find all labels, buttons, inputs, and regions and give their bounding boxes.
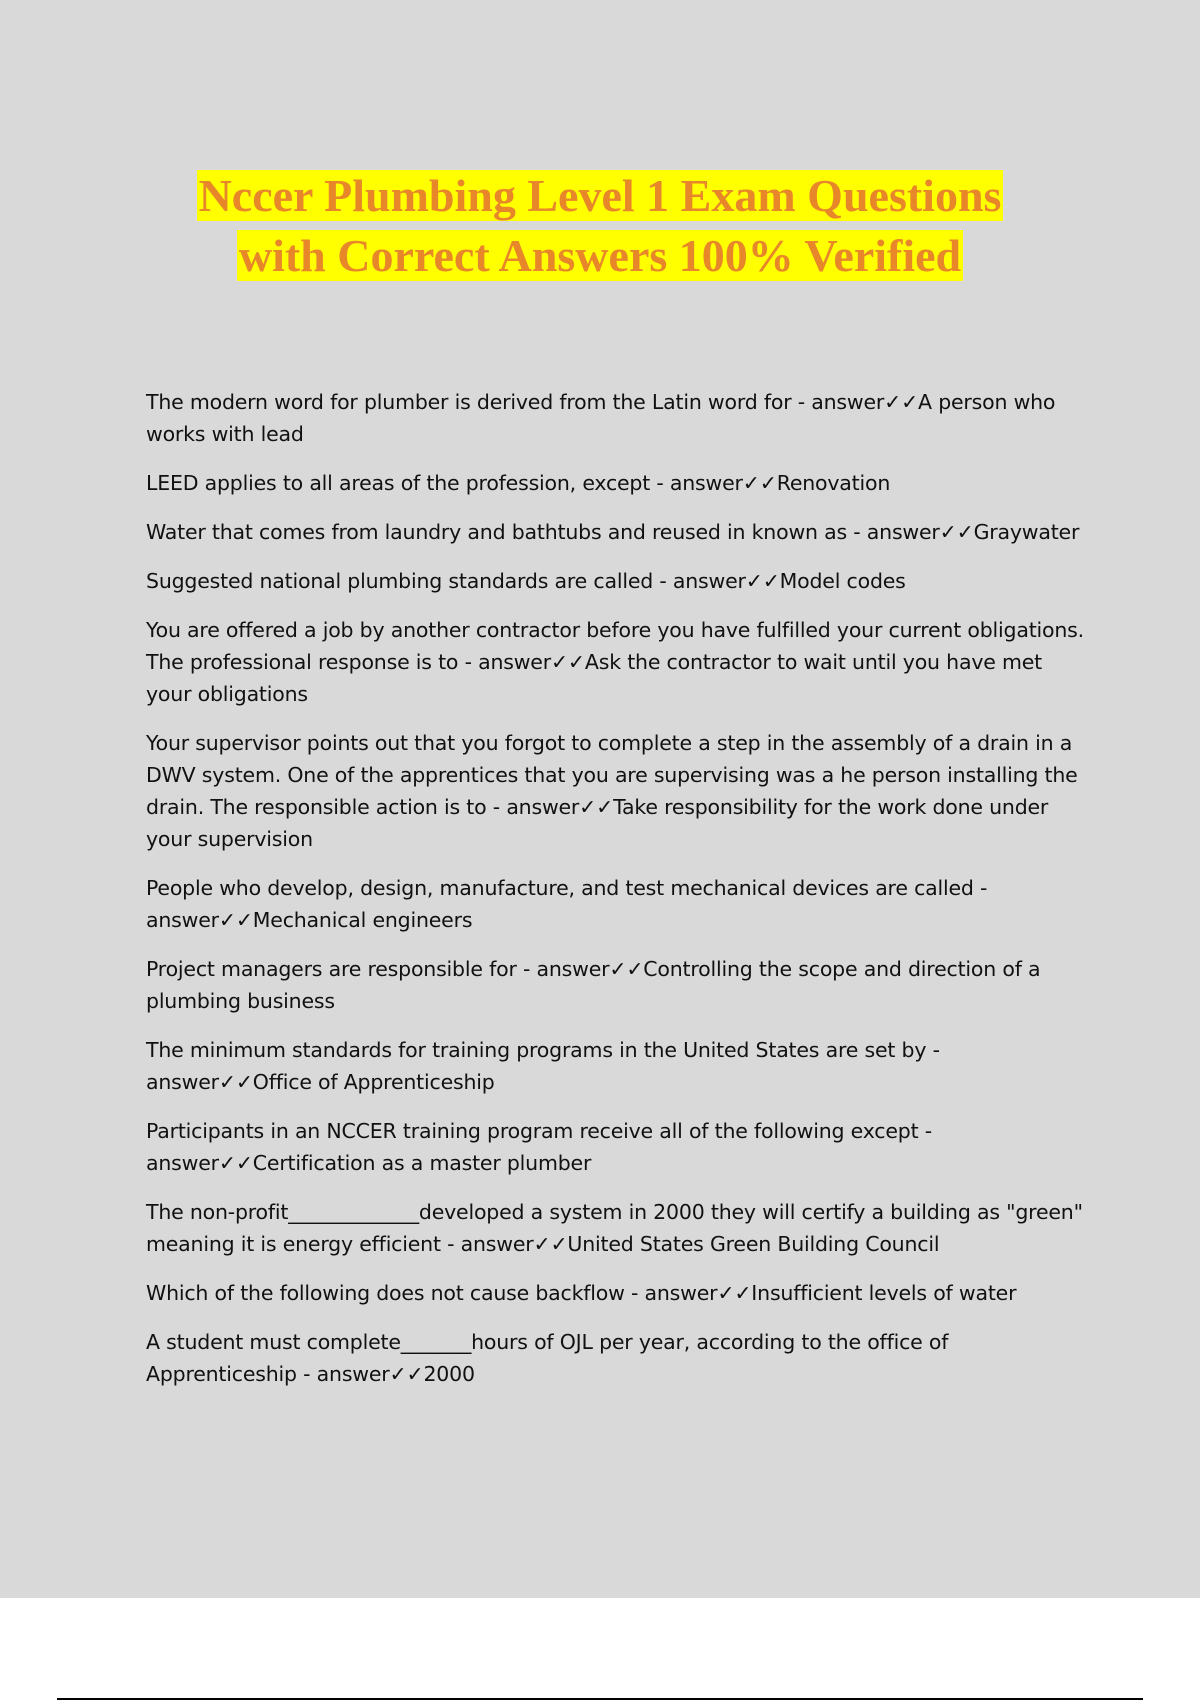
title-line-1: Nccer Plumbing Level 1 Exam Questions [198,170,1002,221]
title-line-2: with Correct Answers 100% Verified [238,230,962,281]
qa-item: The modern word for plumber is derived from the Latin word for - answer✓✓A person who works with lead [146,390,1056,446]
qa-item: The minimum standards for training programs in the United States are set by - answer✓✓Office of Apprenticeship [146,1038,940,1094]
qa-item: A student must complete_______hours of OJL per year, according to the office of Apprenticeship - answer✓✓2000 [146,1330,949,1386]
qa-item: Participants in an NCCER training program receive all of the following except - answer✓✓Certification as a master plumber [146,1119,932,1175]
qa-item: You are offered a job by another contractor before you have fulfilled your current obligations. The professional response is to - answer✓✓Ask the contractor to wait until you have met your obligations [146,618,1084,706]
qa-item: People who develop, design, manufacture, and test mechanical devices are called - answer✓✓Mechanical engineers [146,876,988,932]
question-answer-list [146,386,1092,1407]
qa-item: The non-profit_____________developed a system in 2000 they will certify a building as "green" meaning it is energy efficient - answer✓✓United States Green Building Council [146,1200,1083,1256]
qa-item: Suggested national plumbing standards are called - answer✓✓Model codes [146,569,906,593]
qa-item: Project managers are responsible for - answer✓✓Controlling the scope and direction of a plumbing business [146,957,1041,1013]
qa-item: Your supervisor points out that you forgot to complete a step in the assembly of a drain in a DWV system. One of the apprentices that you are supervising was a he person installing the drain. The responsible action is to - answer✓✓Take responsibility for the work done under your supervision [146,731,1078,851]
qa-item: Water that comes from laundry and bathtubs and reused in known as - answer✓✓Graywater [146,520,1080,544]
qa-item: Which of the following does not cause backflow - answer✓✓Insufficient levels of water [146,1281,1017,1305]
document-title [0,166,1200,286]
qa-item: LEED applies to all areas of the profession, except - answer✓✓Renovation [146,471,891,495]
